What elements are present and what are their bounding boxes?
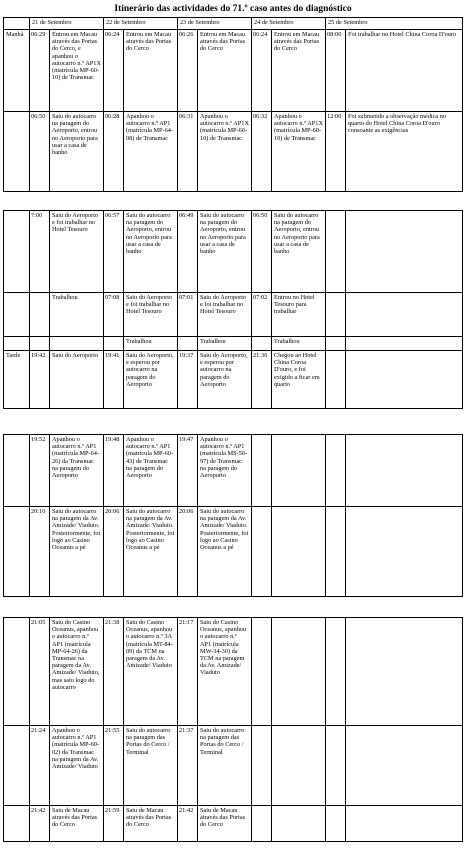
time-cell: 21:55 bbox=[104, 726, 124, 806]
time-cell: 07:02 bbox=[252, 293, 272, 337]
time-cell: 07:01 bbox=[178, 293, 198, 337]
time-cell: 08:00 bbox=[326, 30, 346, 112]
time-cell: 06:50 bbox=[252, 211, 272, 293]
activity-cell: Entrou em Macau através das Portas do Cerco, e apanhou o autocarro n.º AP1X (matrícula MP-60-10) de Transmac bbox=[50, 30, 104, 112]
activity-cell: Saiu do autocarro na paragem do Aeroporto, entrou no Aeroporto para usar a casa de banho bbox=[198, 211, 252, 293]
time-cell: 19:48 bbox=[104, 435, 124, 507]
itinerary-row bbox=[4, 30, 463, 112]
time-cell: 21:42 bbox=[30, 806, 50, 842]
document-title: Itinerário das actividades do 71.º caso antes do diagnóstico bbox=[114, 4, 352, 14]
itinerary-row bbox=[4, 806, 463, 842]
header-corner-cell bbox=[4, 18, 30, 30]
activity-cell: Apanhou o autocarro n.º AP1 (matrícula MP-60-02) da Transmac na paragem da Av. Amizade/ Viaduto bbox=[50, 726, 104, 806]
time-cell: 07:08 bbox=[104, 293, 124, 337]
time-cell bbox=[104, 337, 124, 351]
period-label bbox=[4, 618, 30, 726]
time-cell: 21:24 bbox=[30, 726, 50, 806]
time-cell: 06:24 bbox=[252, 30, 272, 112]
itinerary-row bbox=[4, 293, 463, 337]
activity-cell: Saiu de Macau através das Portas do Cerco bbox=[124, 806, 178, 842]
date-header-22: 22 de Setembro bbox=[104, 18, 178, 30]
period-label bbox=[4, 293, 30, 337]
activity-cell: Foi trabalhar no Hotel China Coroa D'ouro bbox=[346, 30, 463, 112]
activity-cell: Apanhou o autocarro n.º AP1 (matrícula MP-64-08) de Transmac bbox=[124, 112, 178, 192]
time-cell bbox=[252, 507, 272, 597]
activity-cell: Apanhou o autocarro n.º AP1 (matrícula MP-64-26) da Transmac na paragem do Aeroporto bbox=[50, 435, 104, 507]
time-cell: 06:49 bbox=[178, 211, 198, 293]
time-cell bbox=[252, 618, 272, 726]
activity-cell: Apanhou o autocarro n.º AP1X (matrícula MP-60-10) de Transmac bbox=[198, 112, 252, 192]
time-cell bbox=[178, 337, 198, 351]
activity-cell bbox=[346, 618, 463, 726]
activity-cell bbox=[346, 806, 463, 842]
time-cell: 19:47 bbox=[178, 435, 198, 507]
time-cell: 06:29 bbox=[30, 30, 50, 112]
time-cell: 06:32 bbox=[252, 112, 272, 192]
activity-cell bbox=[346, 435, 463, 507]
time-cell: 06:24 bbox=[104, 30, 124, 112]
time-cell: 12:00 bbox=[326, 112, 346, 192]
time-cell: 19:37 bbox=[178, 351, 198, 409]
time-cell bbox=[252, 435, 272, 507]
time-cell bbox=[326, 806, 346, 842]
activity-cell bbox=[346, 293, 463, 337]
date-header-row bbox=[4, 18, 463, 30]
time-cell bbox=[252, 337, 272, 351]
period-label bbox=[4, 806, 30, 842]
time-cell bbox=[326, 507, 346, 597]
date-header-21: 21 de Setembro bbox=[30, 18, 104, 30]
activity-cell bbox=[272, 435, 326, 507]
itinerary-row bbox=[4, 112, 463, 192]
time-cell: 21:42 bbox=[178, 806, 198, 842]
time-cell: 06:26 bbox=[178, 30, 198, 112]
activity-cell: Saiu do autocarro na paragem da Av. Amizade/ Viaduto. Posteriormente, foi logo ao Casino Oceanus a pé bbox=[50, 507, 104, 597]
activity-cell: Saiu de Macau através das Portas do Cerco bbox=[198, 806, 252, 842]
activity-cell bbox=[346, 507, 463, 597]
activity-cell: Foi submetido a observação médica no quarto do Hotel China Coroa D'ouro consoante as exigências bbox=[346, 112, 463, 192]
time-cell: 19:41 bbox=[104, 351, 124, 409]
time-cell bbox=[326, 618, 346, 726]
period-label bbox=[4, 435, 30, 507]
activity-cell: Trabalhou bbox=[198, 337, 252, 351]
itinerary-table-block-3 bbox=[3, 434, 463, 597]
itinerary-row bbox=[4, 507, 463, 597]
time-cell bbox=[30, 293, 50, 337]
time-cell: 06:28 bbox=[104, 112, 124, 192]
activity-cell bbox=[272, 507, 326, 597]
time-cell bbox=[252, 726, 272, 806]
activity-cell: Entrou no Hotel Tesouro para trabalhar bbox=[272, 293, 326, 337]
activity-cell bbox=[50, 337, 104, 351]
time-cell: 19:52 bbox=[30, 435, 50, 507]
time-cell bbox=[326, 435, 346, 507]
itinerary-row bbox=[4, 435, 463, 507]
itinerary-row bbox=[4, 337, 463, 351]
activity-cell: Saiu do Aeroporto e foi trabalhar no Hotel Tesouro bbox=[50, 211, 104, 293]
activity-cell bbox=[346, 726, 463, 806]
time-cell bbox=[326, 337, 346, 351]
time-cell: 20:10 bbox=[30, 507, 50, 597]
activity-cell: Saiu do autocarro na paragem das Portas do Cerco / Terminal bbox=[124, 726, 178, 806]
period-label bbox=[4, 112, 30, 192]
activity-cell: Saiu do autocarro na paragem da Av. Amizade/ Viaduto. Posteriormente, foi logo ao Casino Oceanus a pé bbox=[124, 507, 178, 597]
activity-cell: Saiu do Aeroporto bbox=[50, 351, 104, 409]
time-cell: 06:50 bbox=[30, 112, 50, 192]
time-cell: 21:59 bbox=[104, 806, 124, 842]
activity-cell bbox=[272, 726, 326, 806]
activity-cell: Entrou em Macau através das Portas do Cerco bbox=[198, 30, 252, 112]
activity-cell: Apanhou o autocarro n.º AP1X (matrícula MP-60-10) de Transmac bbox=[272, 112, 326, 192]
period-label bbox=[4, 211, 30, 293]
activity-cell: Saiu do autocarro na paragem do Aeroporto, entrou no Aeroporto para usar a casa de banho bbox=[272, 211, 326, 293]
activity-cell: Saiu do autocarro na paragem do Aeroporto, entrou no Aeroporto para usar a casa de banho bbox=[124, 211, 178, 293]
time-cell: 19:42 bbox=[30, 351, 50, 409]
period-label bbox=[4, 726, 30, 806]
itinerary-row bbox=[4, 618, 463, 726]
itinerary-row bbox=[4, 211, 463, 293]
itinerary-row bbox=[4, 351, 463, 409]
date-header-23: 23 de Setembro bbox=[178, 18, 252, 30]
itinerary-table-block-4 bbox=[3, 617, 463, 842]
activity-cell: Entrou em Macau através das Portas do Cerco bbox=[124, 30, 178, 112]
activity-cell: Chegou ao Hotel China Coroa D'ouro, e foi exigido a ficar em quarto bbox=[272, 351, 326, 409]
activity-cell: Entrou em Macau através das Portas do Cerco bbox=[272, 30, 326, 112]
activity-cell bbox=[346, 337, 463, 351]
time-cell: 20:06 bbox=[178, 507, 198, 597]
period-label bbox=[4, 337, 30, 351]
activity-cell bbox=[346, 211, 463, 293]
itinerary-table-block-2 bbox=[3, 210, 463, 409]
time-cell bbox=[326, 726, 346, 806]
activity-cell: Saiu do autocarro na paragem das Portas do Cerco / Terminal bbox=[198, 726, 252, 806]
date-header-24: 24 de Setembro bbox=[252, 18, 326, 30]
time-cell: 21:17 bbox=[178, 618, 198, 726]
time-cell: 21:38 bbox=[104, 618, 124, 726]
time-cell bbox=[326, 351, 346, 409]
activity-cell: Trabalhou bbox=[50, 293, 104, 337]
time-cell: 21:05 bbox=[30, 618, 50, 726]
activity-cell: Saiu do Aeroporto e foi trabalhar no Hotel Tesouro bbox=[124, 293, 178, 337]
time-cell: 06:57 bbox=[104, 211, 124, 293]
activity-cell: Trabalhou bbox=[124, 337, 178, 351]
activity-cell bbox=[272, 618, 326, 726]
time-cell: 21:30 bbox=[252, 351, 272, 409]
time-cell: 06:31 bbox=[178, 112, 198, 192]
time-cell bbox=[326, 211, 346, 293]
activity-cell: Saiu do Casino Oceanus, apanhou o autocarro n.º 3A (matrícula MT-84-09) da TCM na paragem da Av. Amizade/ Viaduto bbox=[124, 618, 178, 726]
activity-cell: Saiu do Aeroporto, e esperou por autocarro na paragem do Aeroporto bbox=[124, 351, 178, 409]
time-cell: 7:00 bbox=[30, 211, 50, 293]
activity-cell: Saiu de Macau através das Portas do Cerco bbox=[50, 806, 104, 842]
activity-cell: Saiu do Casino Oceanus, apanhou o autocarro n.º AP1 (matrícula MW-34-30) da TCM na paragem da Av. Amizade/ Viaduto bbox=[198, 618, 252, 726]
activity-cell bbox=[346, 351, 463, 409]
itinerary-row bbox=[4, 726, 463, 806]
activity-cell: Trabalhou bbox=[272, 337, 326, 351]
activity-cell: Saiu do autocarro na paragem da Av. Amizade/ Viaduto. Posteriormente, foi logo ao Casino Oceanus a pé bbox=[198, 507, 252, 597]
activity-cell: Saiu do Casino Oceanus, apanhou o autocarro n.º AP1 (matrícula MP-64-26) da Transmac na paragem da Av. Amizade/ Viaduto, mas saiu logo do autocarro bbox=[50, 618, 104, 726]
activity-cell: Apanhou o autocarro n.º AP1 (matrícula MS-50-97) de Transmac na paragem do Aeroporto bbox=[198, 435, 252, 507]
activity-cell: Apanhou o autocarro n.º AP1 (matrícula MP-60-43) de Transmac na paragem do Aeroporto bbox=[124, 435, 178, 507]
period-label: Tarde bbox=[4, 351, 30, 409]
activity-cell: Saiu do Aeroporto e foi trabalhar no Hotel Tesouro bbox=[198, 293, 252, 337]
date-header-25: 25 de Setembro bbox=[326, 18, 463, 30]
activity-cell bbox=[272, 806, 326, 842]
activity-cell: Saiu do autocarro na paragem do Aeroporto, entrou no Aeroporto para usar a casa de banho bbox=[50, 112, 104, 192]
period-label: Manhã bbox=[4, 30, 30, 112]
time-cell bbox=[30, 337, 50, 351]
time-cell: 20:06 bbox=[104, 507, 124, 597]
time-cell bbox=[326, 293, 346, 337]
itinerary-table-block-1 bbox=[3, 17, 463, 192]
time-cell: 21:37 bbox=[178, 726, 198, 806]
period-label bbox=[4, 507, 30, 597]
activity-cell: Saiu do Aeroporto, e esperou por autocarro na paragem do Aeroporto bbox=[198, 351, 252, 409]
time-cell bbox=[252, 806, 272, 842]
